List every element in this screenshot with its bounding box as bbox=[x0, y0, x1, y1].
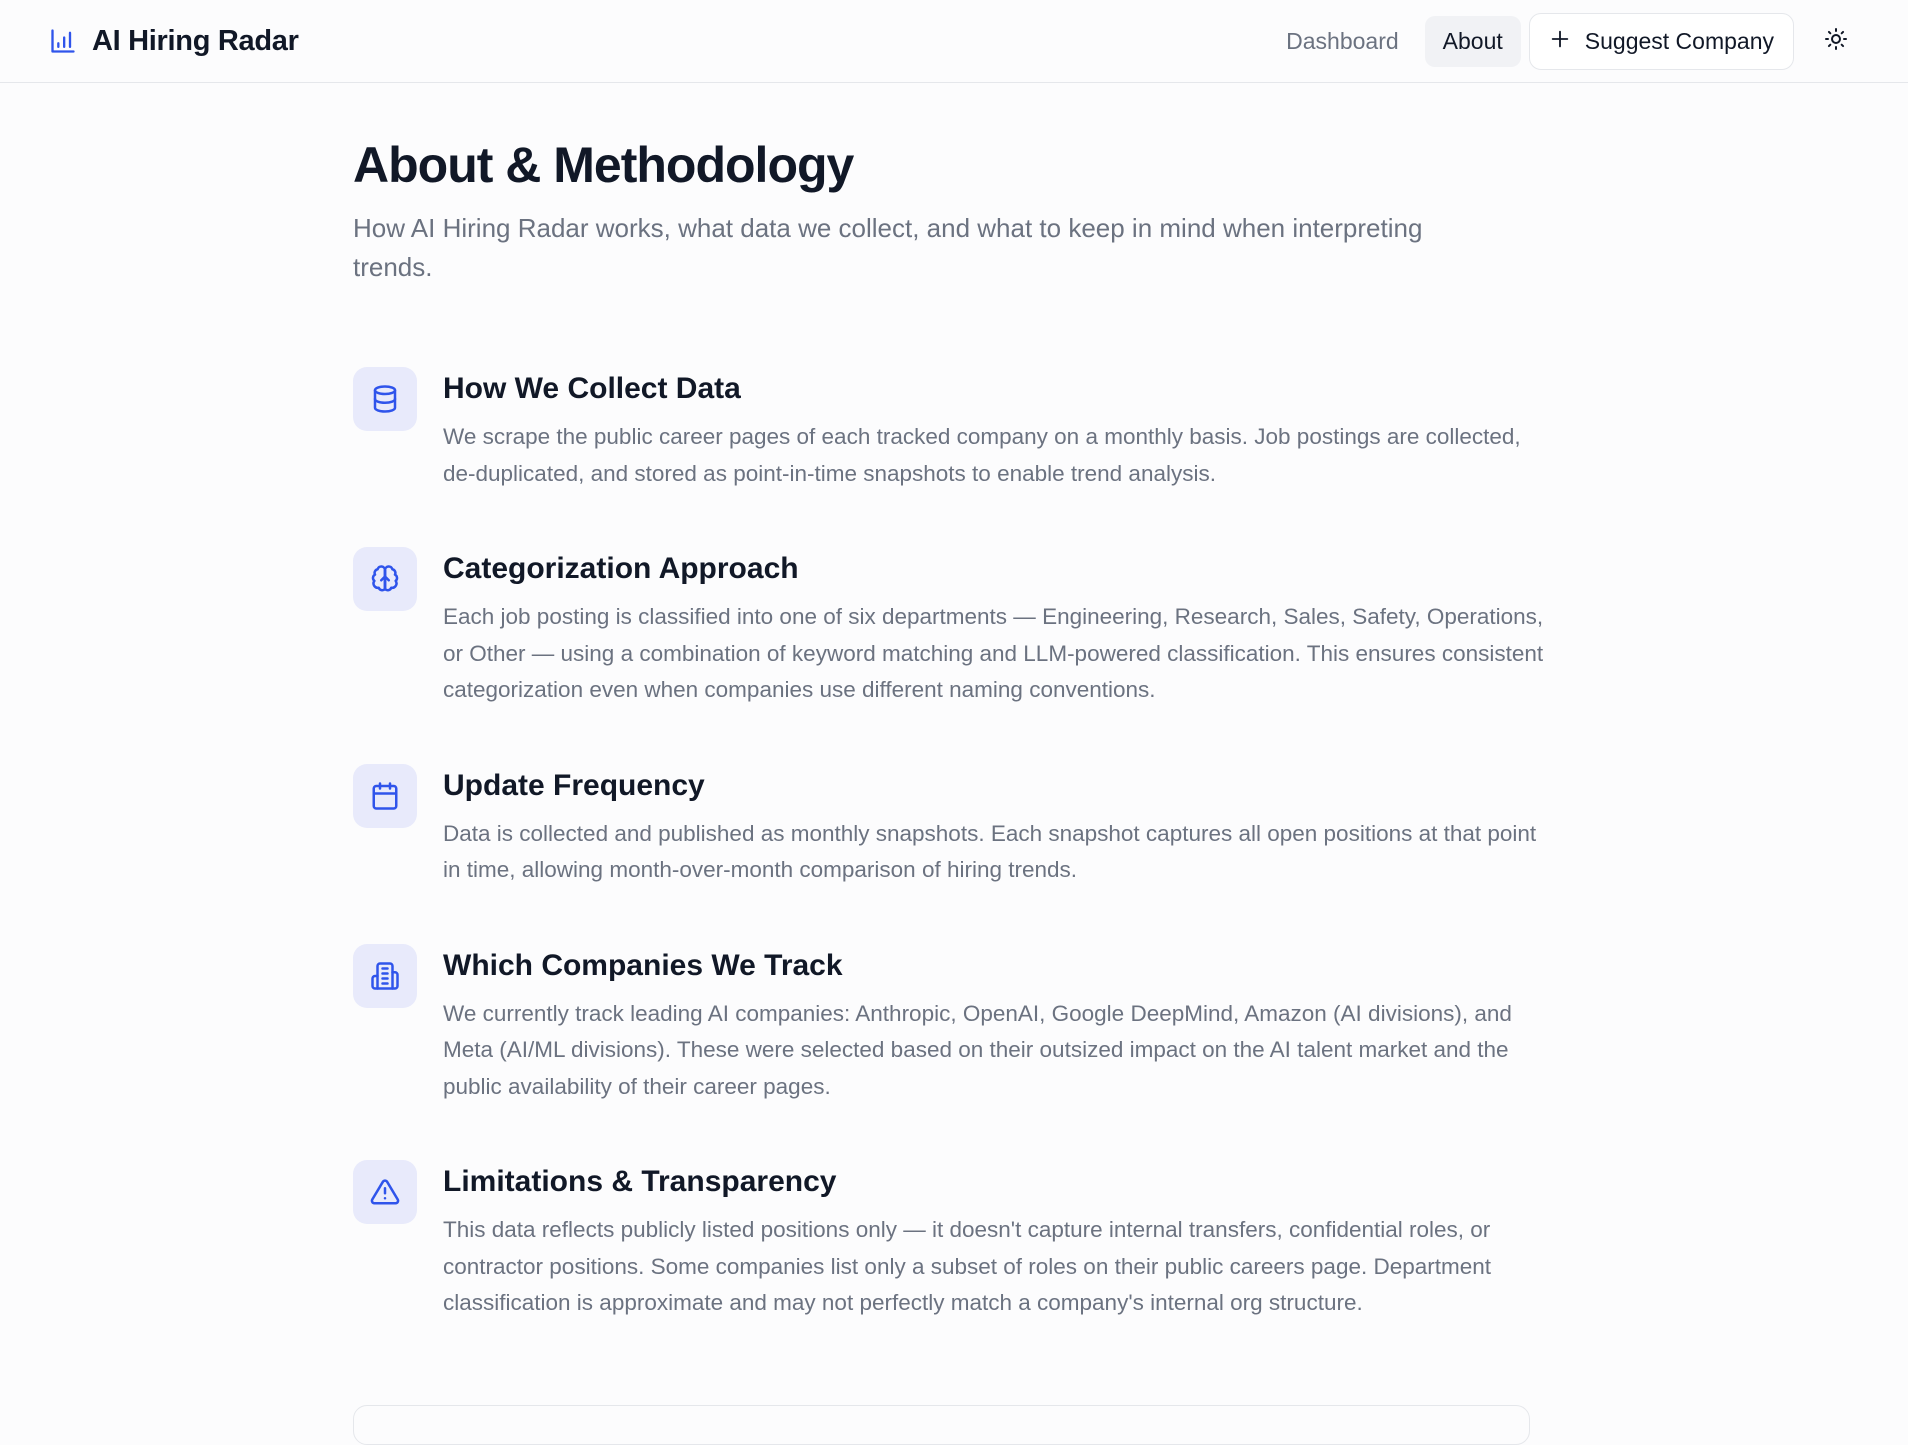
nav-link-about[interactable]: About bbox=[1425, 16, 1521, 67]
brand[interactable] bbox=[48, 25, 299, 58]
section-categorization bbox=[353, 547, 1555, 709]
section-data-collection bbox=[353, 367, 1555, 492]
section-title: Limitations & Transparency bbox=[443, 1165, 837, 1198]
main-content bbox=[353, 83, 1555, 1322]
brand-name: AI Hiring Radar bbox=[92, 24, 299, 57]
section-limitations bbox=[353, 1160, 1555, 1322]
page-title: About & Methodology bbox=[353, 137, 854, 193]
warning-triangle-icon bbox=[353, 1160, 417, 1224]
database-icon bbox=[353, 367, 417, 431]
section-title: Update Frequency bbox=[443, 768, 705, 802]
suggest-company-button[interactable] bbox=[1529, 13, 1794, 70]
nav-link-dashboard[interactable]: Dashboard bbox=[1286, 27, 1399, 54]
section-title: How We Collect Data bbox=[443, 372, 741, 405]
theme-toggle-button[interactable] bbox=[1812, 17, 1860, 65]
section-update-frequency bbox=[353, 764, 1555, 889]
building-icon bbox=[353, 944, 417, 1008]
section-text: This data reflects publicly listed positions only — it doesn't capture internal transfers, confidential roles, or contractor positions. Some companies list only a subset of roles on their public careers page. Department classification is approximate and may not perfectly match a company's internal org structure. bbox=[443, 1217, 1492, 1315]
section-text: We scrape the public career pages of each tracked company on a monthly basis. Job postings are collected, de-duplicated, and stored as point-in-time snapshots to enable trend analysis. bbox=[443, 424, 1521, 486]
section-text: Data is collected and published as monthly snapshots. Each snapshot captures all open positions at that point in time, allowing month-over-month comparison of hiring trends. bbox=[443, 820, 1537, 882]
section-title: Categorization Approach bbox=[443, 552, 799, 585]
page-subtitle: How AI Hiring Radar works, what data we collect, and what to keep in mind when interpreting trends. bbox=[353, 213, 1423, 282]
bottom-card bbox=[353, 1405, 1530, 1445]
section-text: Each job posting is classified into one of six departments — Engineering, Research, Sales, Safety, Operations, or Other — using a combination of keyword matching and LLM-powered classification. This ensures consistent categorization even when companies use different naming conventions. bbox=[443, 604, 1544, 702]
methodology-sections bbox=[353, 367, 1555, 1322]
section-title: Which Companies We Track bbox=[443, 948, 843, 982]
bar-chart-icon bbox=[48, 26, 78, 56]
top-nav-bar bbox=[0, 0, 1908, 83]
section-text: We currently track leading AI companies: Anthropic, OpenAI, Google DeepMind, Amazon (AI divisions), and Meta (AI/ML divisions). These were selected based on their outsized impact on the AI talent market and the public availability of their career pages. bbox=[443, 1000, 1512, 1099]
calendar-icon bbox=[353, 764, 417, 828]
sun-icon bbox=[1824, 27, 1848, 56]
suggest-company-label: Suggest Company bbox=[1584, 27, 1774, 54]
section-companies-tracked bbox=[353, 944, 1555, 1106]
main-nav bbox=[1268, 13, 1860, 70]
plus-icon bbox=[1549, 26, 1571, 56]
brain-icon bbox=[353, 547, 417, 611]
